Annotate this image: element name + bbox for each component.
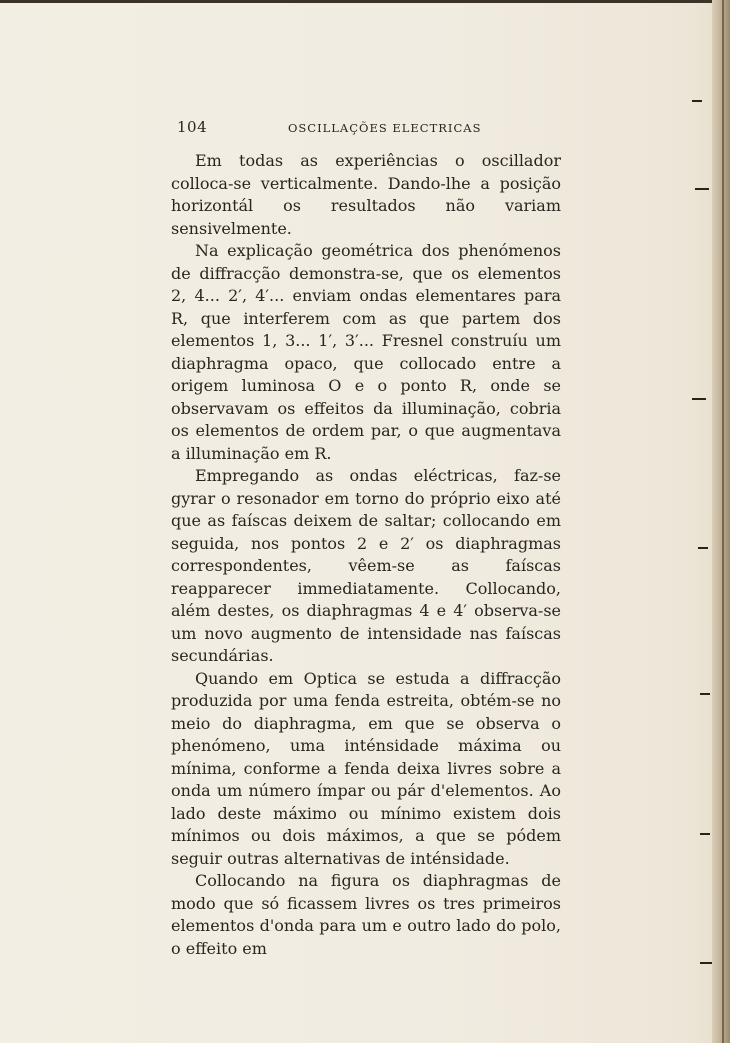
page-top-edge (0, 0, 730, 3)
edge-mark (692, 100, 702, 102)
running-title: OSCILLAÇÕES ELECTRICAS (288, 121, 482, 135)
edge-mark (700, 962, 712, 964)
edge-mark (695, 188, 709, 190)
body-text (171, 150, 561, 960)
page-edge-line (722, 0, 724, 1043)
paragraph: Na explicação geométrica dos phenómenos de diffracção demonstra-se, que os elementos 2, 4... 2′, 4′... enviam ondas elementares para R, que interferem com as que partem dos elementos 1, 3... 1′, 3′... Fresnel construíu um diaphragma opaco, que collocado entre a origem luminosa O e o ponto R, onde se observavam os effeitos da illuminação, cobria os elementos de ordem par, o que augmentava a illuminação em R. (171, 241, 561, 463)
paragraph: Quando em Optica se estuda a diffracção produzida por uma fenda estreita, obtém-se no meio do diaphragma, em que se observa o phenómeno, uma inténsidade máxima ou mínima, conforme a fenda deixa livres sobre a onda um número ímpar ou pár d'elementos. Ao lado deste máximo ou mínimo existem dois mínimos ou dois máximos, a que se pódem seguir outras alternativas de inténsidade. (171, 668, 561, 868)
page-spine-edge (712, 0, 730, 1043)
page-header (177, 118, 565, 138)
paragraph: Collocando na figura os diaphragmas de modo que só ficassem livres os tres primeiros elementos d'onda para um e outro lado do polo, o effeito em (171, 871, 561, 958)
edge-mark (692, 398, 706, 400)
paragraph: Empregando as ondas eléctricas, faz-se gyrar o resonador em torno do próprio eixo até que as faíscas deixem de saltar; collocando em seguida, nos pontos 2 e 2′ os diaphragmas correspondentes, vêem-se as faíscas reapparecer immediatamente. Collocando, além destes, os diaphragmas 4 e 4′ observa-se um novo augmento de intensidade nas faíscas secundárias. (171, 466, 561, 665)
edge-mark (700, 693, 710, 695)
page-number: 104 (177, 118, 208, 136)
edge-mark (698, 547, 708, 549)
paragraph: Em todas as experiências o oscillador colloca-se verticalmente. Dando-lhe a posição horizontál os resultados não variam sensivelmente. (171, 151, 561, 238)
edge-mark (700, 833, 710, 835)
